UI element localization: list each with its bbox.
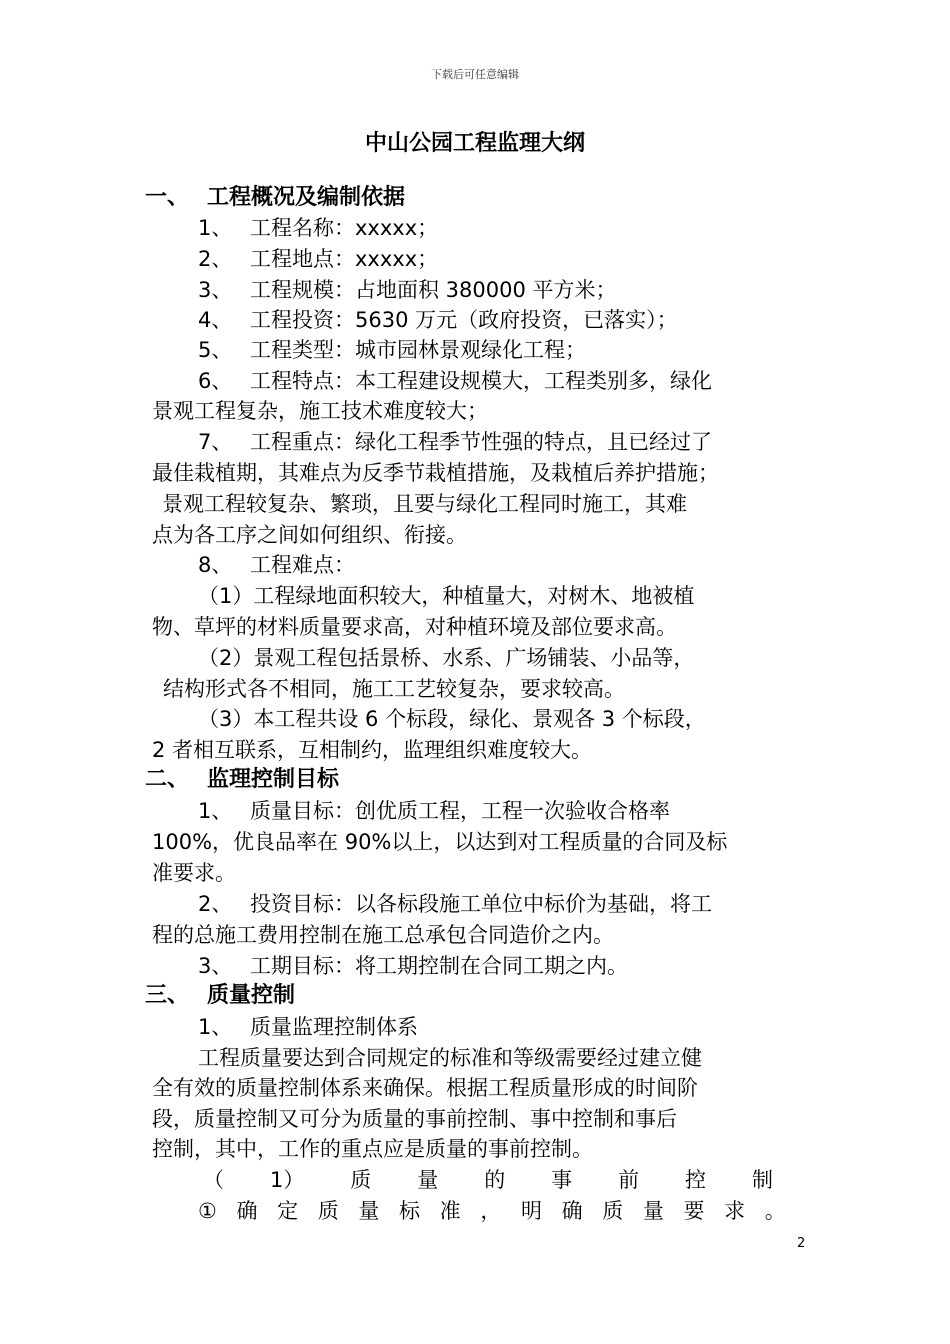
paragraph-line: 工程质量要达到合同规定的标准和等级需要经过建立健 xyxy=(198,1046,702,1070)
item-text: 质量目标：创优质工程，工程一次验收合格率 xyxy=(250,799,670,823)
item-number: 8、 xyxy=(198,553,233,577)
glyph: 事 xyxy=(551,1168,573,1192)
item-number: 2、 xyxy=(198,247,233,271)
item-number: 3、 xyxy=(198,954,233,978)
page-number: 2 xyxy=(797,1236,806,1251)
glyph: 质 xyxy=(602,1199,624,1223)
section-heading-2 xyxy=(145,765,339,795)
list-item xyxy=(198,213,438,243)
glyph: 质 xyxy=(317,1199,339,1223)
item-number: 3、 xyxy=(198,278,233,302)
item-text: 工程重点：绿化工程季节性强的特点，且已经过了 xyxy=(250,430,712,454)
list-item xyxy=(198,796,670,826)
continuation-line: 点为各工序之间如何组织、衔接。 xyxy=(152,523,467,547)
continuation-line: 结构形式各不相同，施工工艺较复杂，要求较高。 xyxy=(163,677,625,701)
continuation-line: 景观工程复杂，施工技术难度较大； xyxy=(152,399,488,423)
list-item xyxy=(198,550,355,580)
glyph: 要 xyxy=(683,1199,705,1223)
item-text: 投资目标：以各标段施工单位中标价为基础，将工 xyxy=(250,892,712,916)
glyph: 控 xyxy=(685,1168,707,1192)
continuation-line: 最佳栽植期，其难点为反季节栽植措施，及栽植后养护措施； xyxy=(152,461,719,485)
item-text: 工程名称：xxxxx； xyxy=(250,216,439,240)
glyph: 定 xyxy=(277,1199,299,1223)
glyph: 量 xyxy=(417,1168,439,1192)
item-number: 1、 xyxy=(198,216,233,240)
item-number: 1、 xyxy=(198,1015,233,1039)
continuation-line: 2 者相互联系，互相制约，监理组织难度较大。 xyxy=(152,738,593,762)
item-text: 质量监理控制体系 xyxy=(250,1015,418,1039)
continuation-line: 准要求。 xyxy=(152,861,236,885)
list-item xyxy=(198,244,438,274)
item-number: 4、 xyxy=(198,308,233,332)
continuation-line: 100%，优良品率在 90%以上，以达到对工程质量的合同及标 xyxy=(152,830,728,854)
glyph: ， xyxy=(480,1199,502,1223)
glyph: 确 xyxy=(561,1199,583,1223)
item-number: 2、 xyxy=(198,892,233,916)
glyph: 质 xyxy=(350,1168,372,1192)
glyph: 量 xyxy=(642,1199,664,1223)
page-header: 下载后可任意编辑 xyxy=(431,68,519,81)
glyph: 前 xyxy=(618,1168,640,1192)
list-item xyxy=(198,1012,418,1042)
item-text: 工程类型：城市园林景观绿化工程； xyxy=(250,338,586,362)
sub-item: （3）本工程共设 6 个标段，绿化、景观各 3 个标段， xyxy=(198,707,706,731)
continuation-line: 景观工程较复杂、繁琐，且要与绿化工程同时施工，其难 xyxy=(162,492,687,516)
section-number: 一、 xyxy=(145,185,190,210)
list-item xyxy=(198,427,712,457)
glyph: （ xyxy=(203,1168,224,1192)
section-number: 二、 xyxy=(145,767,190,792)
item-number: 5、 xyxy=(198,338,233,362)
paragraph-line: 段，质量控制又可分为质量的事前控制、事中控制和事后 xyxy=(152,1107,677,1131)
item-text: 工程地点：xxxxx； xyxy=(250,247,439,271)
list-item xyxy=(198,951,628,981)
glyph: 1） xyxy=(269,1168,305,1192)
section-heading-1 xyxy=(145,183,405,213)
item-text: 工程投资：5630 万元（政府投资，已落实）； xyxy=(250,308,678,332)
item-text: 工程难点： xyxy=(250,553,355,577)
section-heading-3 xyxy=(145,981,295,1011)
item-text: 工程规模：占地面积 380000 平方米； xyxy=(250,278,617,302)
glyph: 标 xyxy=(399,1199,421,1223)
section-title: 监理控制目标 xyxy=(207,767,340,792)
glyph: 明 xyxy=(520,1199,542,1223)
glyph: ① xyxy=(198,1199,217,1223)
continuation-line: 程的总施工费用控制在施工总承包合同造价之内。 xyxy=(152,923,614,947)
item-number: 7、 xyxy=(198,430,233,454)
list-item xyxy=(198,275,617,305)
list-item xyxy=(198,335,586,365)
glyph: 。 xyxy=(764,1199,786,1223)
paragraph-line: 控制，其中，工作的重点应是质量的事前控制。 xyxy=(152,1137,593,1161)
list-item xyxy=(198,889,712,919)
section-title: 工程概况及编制依据 xyxy=(207,185,406,210)
item-text: 工程特点：本工程建设规模大，工程类别多，绿化 xyxy=(250,369,712,393)
item-text: 工期目标：将工期控制在合同工期之内。 xyxy=(250,954,628,978)
glyph: 制 xyxy=(752,1168,773,1192)
item-number: 1、 xyxy=(198,799,233,823)
document-title: 中山公园工程监理大纲 xyxy=(364,131,585,156)
sub-subheading-spread xyxy=(198,1196,786,1226)
item-number: 6、 xyxy=(198,369,233,393)
continuation-line: 物、草坪的材料质量要求高，对种植环境及部位要求高。 xyxy=(152,615,677,639)
section-number: 三、 xyxy=(145,983,190,1008)
glyph: 准 xyxy=(439,1199,461,1223)
glyph: 求 xyxy=(724,1199,746,1223)
glyph: 量 xyxy=(358,1199,380,1223)
list-item xyxy=(198,366,712,396)
list-item xyxy=(198,305,678,335)
glyph: 的 xyxy=(484,1168,506,1192)
sub-item: （1）工程绿地面积较大，种植量大，对树木、地被植 xyxy=(198,584,695,608)
glyph: 确 xyxy=(236,1199,258,1223)
paragraph-line: 全有效的质量控制体系来确保。根据工程质量形成的时间阶 xyxy=(152,1076,698,1100)
section-title: 质量控制 xyxy=(207,983,296,1008)
subheading-spread xyxy=(203,1165,773,1195)
sub-item: （2）景观工程包括景桥、水系、广场铺装、小品等， xyxy=(198,646,695,670)
